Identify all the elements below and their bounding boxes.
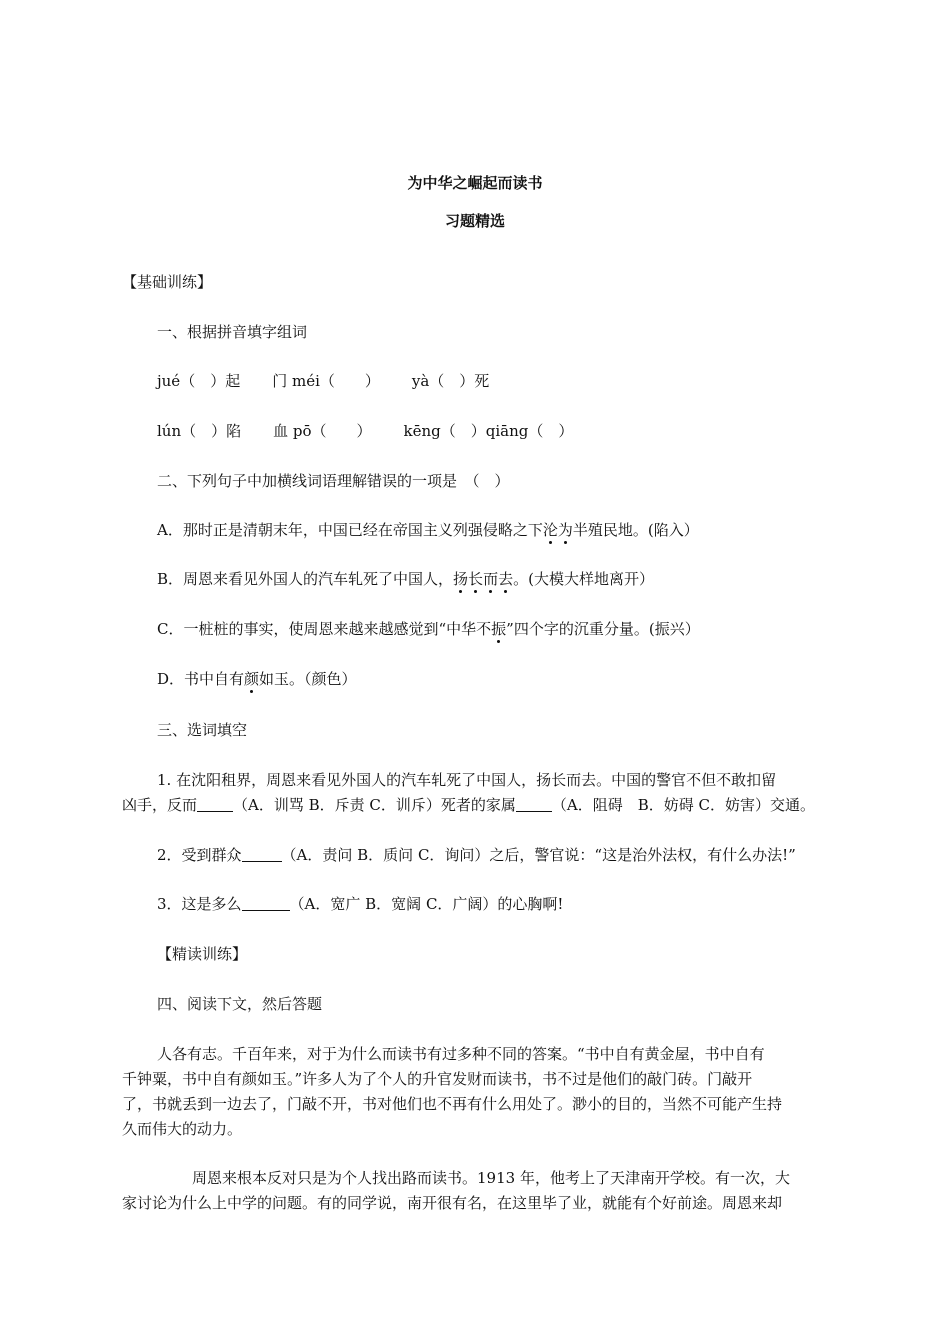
q3-item2-text-b: （A．责问 B．质问 C．询问）之后，警官说：“这是治外法权，有什么办法!”	[281, 846, 796, 864]
q3-item2-text-a: 2．受到群众	[157, 846, 242, 864]
q1-row1	[157, 371, 489, 391]
q2-option-b-text: B．周恩来看见外国人的汽车轧死了中国人，	[157, 570, 454, 588]
q1-row1-item1: jué（ ）起	[157, 372, 241, 390]
q1-row1-item2: 门 méi（ ）	[272, 372, 380, 390]
section-reading-heading: 【精读训练】	[157, 945, 248, 963]
section-basic-heading: 【基础训练】	[122, 273, 213, 291]
q3-item3-text-b: （A．宽广 B．宽阔 C．广阔）的心胸啊!	[289, 895, 564, 913]
q3-item3-blank[interactable]	[242, 896, 290, 911]
q2-option-c	[157, 619, 700, 639]
q2-heading: 二、下列句子中加横线词语理解错误的一项是 （ ）	[157, 472, 510, 490]
q2-option-d-gloss: 如玉。（颜色）	[259, 670, 357, 688]
emphasis-char: 振	[491, 620, 507, 638]
q4-heading: 四、阅读下文，然后答题	[157, 995, 323, 1013]
q2-option-b-marked	[453, 570, 513, 588]
q3-item1-blank2[interactable]	[516, 797, 552, 812]
q1-row2	[157, 421, 573, 441]
q1-row2-item2: 血 pō（ ）	[273, 422, 372, 440]
q2-option-b-gloss: 。(大模大样地离开）	[513, 570, 654, 588]
q2-option-d-text: D．书中自有	[157, 670, 245, 688]
passage-p1-line4: 久而伟大的动力。	[122, 1120, 243, 1138]
passage-p1-line2: 千钟粟，书中自有颜如玉。”许多人为了个人的升官发财而读书，书不过是他们的敲门砖。门敲开	[122, 1070, 753, 1088]
q3-item1-text-c: （A．阻碍 B．妨碍 C．妨害）交通。	[551, 796, 815, 814]
emphasis-char: 而	[483, 570, 499, 588]
q2-option-a	[157, 520, 699, 540]
q3-item2-blank[interactable]	[242, 847, 282, 862]
passage-p1-line3: 了，书就丢到一边去了，门敲不开，书对他们也不再有什么用处了。渺小的目的，当然不可能产生持	[122, 1095, 783, 1113]
passage-p2-line1: 周恩来根本反对只是为个人找出路而读书。1913 年，他考上了天津南开学校。有一次，大	[192, 1169, 790, 1187]
q3-item3	[157, 894, 563, 914]
q2-option-c-gloss: ”四个字的沉重分量。(振兴）	[506, 620, 700, 638]
emphasis-char: 颜	[244, 670, 260, 688]
emphasis-char: 长	[468, 570, 484, 588]
q3-item1-text-a: 凶手，反而	[122, 796, 198, 814]
document-subtitle: 习题精选	[444, 212, 505, 230]
q2-option-c-marked	[491, 620, 506, 638]
q2-option-a-text: A．那时正是清朝末年，中国已经在帝国主义列强侵略之下	[157, 521, 543, 539]
emphasis-char: 为	[557, 521, 573, 539]
emphasis-char: 去	[498, 570, 514, 588]
q3-item2	[157, 845, 796, 865]
passage-p1-line1: 人各有志。千百年来，对于为什么而读书有过多种不同的答案。“书中自有黄金屋，书中自有	[157, 1045, 765, 1063]
q2-option-c-text: C．一桩桩的事实，使周恩来越来越感觉到“中华不	[157, 620, 492, 638]
q3-item1-line2	[122, 795, 815, 815]
q1-row2-item1: lún（ ）陷	[157, 422, 242, 440]
q3-item3-text-a: 3．这是多么	[157, 895, 242, 913]
q1-row1-item3: yà（ ）死	[411, 372, 490, 390]
q3-heading: 三、选词填空	[157, 721, 248, 739]
q2-option-a-marked	[543, 521, 573, 539]
document-title: 为中华之崛起而读书	[407, 174, 543, 192]
q1-row2-item3: kēng（ ）qiāng（ ）	[403, 422, 574, 440]
q1-heading: 一、根据拼音填字组词	[157, 323, 308, 341]
q3-item1-text-b: （A．训骂 B．斥责 C．训斥）死者的家属	[233, 796, 516, 814]
q2-option-d-marked	[244, 670, 259, 688]
q2-option-d	[157, 669, 357, 689]
emphasis-char: 沦	[542, 521, 558, 539]
passage-p2-line2: 家讨论为什么上中学的问题。有的同学说，南开很有名，在这里毕了业，就能有个好前途。周恩来却	[122, 1194, 783, 1212]
q2-option-a-gloss: 半殖民地。(陷入）	[572, 521, 699, 539]
q3-item1-line1: 1. 在沈阳租界，周恩来看见外国人的汽车轧死了中国人，扬长而去。中国的警官不但不敢扣留	[157, 771, 777, 789]
emphasis-char: 扬	[453, 570, 469, 588]
q3-item1-blank1[interactable]	[197, 797, 233, 812]
q2-option-b	[157, 569, 654, 589]
